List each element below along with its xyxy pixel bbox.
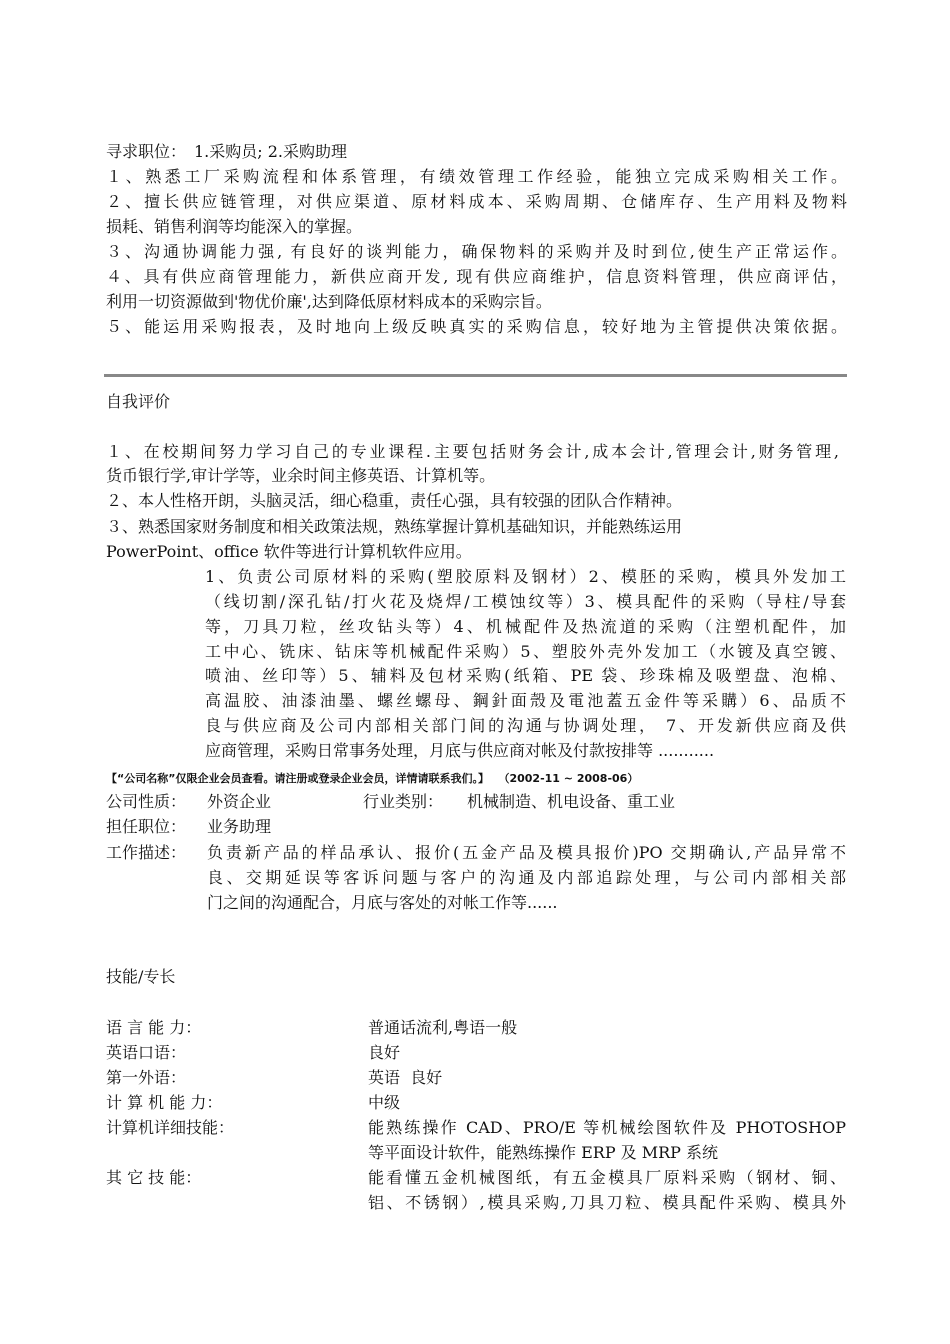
duties-line: （线切割/深孔钻/打火花及烧焊/工模蚀纹等）3、模具配件的采购（导柱/导套 bbox=[205, 592, 846, 611]
job-intent-item: ４、具有供应商管理能力，新供应商开发, 现有供应商维护，信息资料管理，供应商评估， bbox=[106, 267, 847, 286]
work-desc-label: 工作描述： bbox=[106, 843, 187, 862]
skill-label: 语 言 能 力： bbox=[106, 1018, 202, 1037]
skill-value: 英语 良好 bbox=[368, 1068, 443, 1087]
industry-value: 机械制造、机电设备、重工业 bbox=[467, 792, 676, 811]
self-eval-line: PowerPoint、office 软件等进行计算机软件应用。 bbox=[106, 542, 472, 561]
work-desc-line: 门之间的沟通配合，月底与客处的对帐工作等...... bbox=[207, 893, 558, 912]
skills-title: 技能/专长 bbox=[106, 967, 176, 986]
company-type-label: 公司性质： bbox=[106, 792, 187, 811]
skill-value: 普通话流利,粤语一般 bbox=[368, 1018, 518, 1037]
company-type-value: 外资企业 bbox=[207, 792, 272, 811]
job-intent-item: 损耗、销售利润等均能深入的掌握。 bbox=[106, 217, 363, 236]
work-desc-line: 负责新产品的样品承认、报价(五金产品及模具报价)PO 交期确认,产品异常不 bbox=[207, 843, 846, 862]
skill-label: 计算机详细技能： bbox=[106, 1118, 235, 1137]
company-name-notice bbox=[106, 772, 638, 786]
duties-line: 喷油、丝印等）5、辅料及包材采购(纸箱、PE 袋、珍珠棉及吸塑盘、泡棉、 bbox=[205, 666, 846, 685]
self-eval-title: 自我评价 bbox=[106, 392, 171, 411]
skill-label: 第一外语： bbox=[106, 1068, 187, 1087]
job-intent-item: ５、能运用采购报表，及时地向上级反映真实的采购信息，较好地为主管提供决策依据。 bbox=[106, 317, 847, 336]
job-intent-item: 利用一切资源做到'物优价廉',达到降低原材料成本的采购宗旨。 bbox=[106, 292, 552, 311]
industry-label: 行业类别： bbox=[363, 792, 444, 811]
duties-line: 应商管理，采购日常事务处理，月底与供应商对帐及付款按排等 ........... bbox=[205, 741, 715, 760]
position-value: 业务助理 bbox=[207, 817, 272, 836]
self-eval-line: ３、熟悉国家财务制度和相关政策法规，熟练掌握计算机基础知识，并能熟练运用 bbox=[106, 517, 683, 536]
work-period: （2002-11 ~ 2008-06） bbox=[498, 772, 639, 785]
duties-line: 高温胶、油漆油墨、螺丝螺母、鋼針面殼及電池蓋五金件等采購）6、品质不 bbox=[205, 691, 846, 710]
notice-text: 【“公司名称”仅限企业会员查看。请注册或登录企业会员，详情请联系我们。】 bbox=[106, 772, 489, 785]
work-desc-line: 良、交期延误等客诉问题与客户的沟通及内部追踪处理，与公司内部相关部 bbox=[207, 868, 846, 887]
self-eval-line: 货币银行学,审计学等，业余时间主修英语、计算机等。 bbox=[106, 466, 496, 485]
job-intent-item: １、熟悉工厂采购流程和体系管理，有绩效管理工作经验，能独立完成采购相关工作。 bbox=[106, 167, 847, 186]
section-divider bbox=[104, 374, 847, 377]
skill-value: 能看懂五金机械图纸，有五金模具厂原料采购（钢材、铜、 bbox=[368, 1168, 846, 1187]
duties-line: 工中心、铣床、钻床等机械配件采购）5、塑胶外壳外发加工（水镀及真空镀、 bbox=[205, 642, 846, 661]
duties-line: 1、负责公司原材料的采购(塑胶原料及钢材）2、模胚的采购，模具外发加工 bbox=[205, 567, 846, 586]
skill-value: 能熟练操作 CAD、PRO/E 等机械绘图软件及 PHOTOSHOP bbox=[368, 1118, 846, 1137]
skill-value: 铝、不锈钢）,模具采购,刀具刀粒、模具配件采购、模具外 bbox=[368, 1193, 846, 1212]
self-eval-line: １、在校期间努力学习自己的专业课程.主要包括财务会计,成本会计,管理会计,财务管理, bbox=[106, 442, 839, 461]
skill-label: 其 它 技 能： bbox=[106, 1168, 202, 1187]
skill-value: 良好 bbox=[368, 1043, 401, 1062]
skill-label: 英语口语： bbox=[106, 1043, 187, 1062]
self-eval-line: ２、本人性格开朗，头脑灵活，细心稳重，责任心强，具有较强的团队合作精神。 bbox=[106, 491, 683, 510]
job-intent-item: ２、擅长供应链管理，对供应渠道、原材料成本、采购周期、仓储库存、生产用料及物料 bbox=[106, 192, 847, 211]
job-intent-item: ３、沟通协调能力强, 有良好的谈判能力，确保物料的采购并及时到位,使生产正常运作。 bbox=[106, 242, 847, 261]
skill-value: 等平面设计软件，能熟练操作 ERP 及 MRP 系统 bbox=[368, 1143, 719, 1162]
skill-value: 中级 bbox=[368, 1093, 401, 1112]
job-intent-title: 寻求职位： 1.采购员; 2.采购助理 bbox=[106, 142, 348, 161]
duties-line: 良与供应商及公司内部相关部门间的沟通与协调处理， 7、开发新供应商及供 bbox=[205, 716, 846, 735]
duties-line: 等，刀具刀粒，丝攻钻头等）4、机械配件及热流道的采购（注塑机配件，加 bbox=[205, 617, 846, 636]
position-label: 担任职位： bbox=[106, 817, 187, 836]
skill-label: 计 算 机 能 力： bbox=[106, 1093, 223, 1112]
